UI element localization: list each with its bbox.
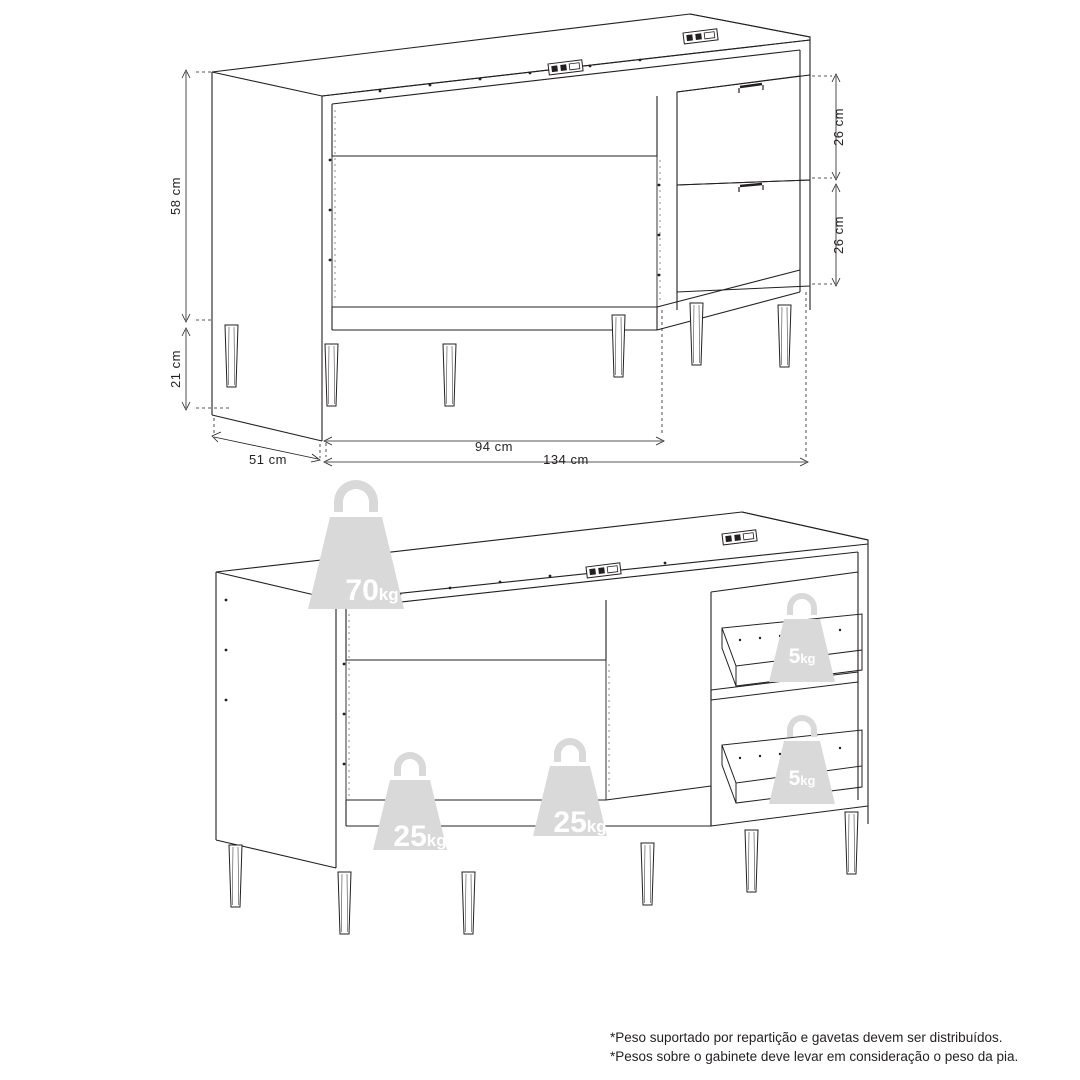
footnotes bbox=[610, 1028, 1070, 1066]
leg-mid-left bbox=[325, 344, 338, 406]
leg-front-left bbox=[225, 325, 238, 387]
weight-unit-25-right: kg bbox=[586, 817, 607, 836]
hinge-bottom-front bbox=[586, 563, 621, 578]
weight-value-5-bottom: 5 bbox=[788, 767, 801, 790]
leg-bottom-mid-right bbox=[641, 843, 654, 905]
hinge-bottom-rear bbox=[722, 530, 757, 545]
dim-width-total: 134 cm bbox=[543, 452, 589, 467]
dimensions-view bbox=[168, 14, 846, 467]
leg-mid-right bbox=[612, 315, 625, 377]
weight-icon-70kg bbox=[308, 480, 404, 609]
weight-value-5-top: 5 bbox=[788, 645, 801, 668]
cabinet-body-top bbox=[212, 14, 810, 441]
weight-unit-5-top: kg bbox=[800, 651, 816, 666]
weight-icon-25kg-right bbox=[533, 738, 607, 836]
weight-unit-25-left: kg bbox=[426, 831, 447, 850]
dim-height-total: 58 cm bbox=[168, 177, 183, 215]
dim-height-legs: 21 cm bbox=[168, 350, 183, 388]
weight-icon-5kg-bottom bbox=[769, 715, 835, 804]
weight-value-70: 70 bbox=[345, 574, 379, 607]
leg-far-right bbox=[778, 305, 791, 367]
leg-bottom-mid-center bbox=[462, 872, 475, 934]
dimension-lines bbox=[182, 70, 840, 466]
dim-width-inner: 94 cm bbox=[475, 439, 513, 454]
dim-drawer-top: 26 cm bbox=[831, 108, 846, 146]
leg-mid-center bbox=[443, 344, 456, 406]
leg-bottom-front-left bbox=[229, 845, 242, 907]
weight-icon-25kg-left bbox=[373, 752, 447, 850]
weight-unit-5-bottom: kg bbox=[800, 773, 816, 788]
weight-icon-5kg-top bbox=[769, 593, 835, 682]
leg-bottom-mid-left bbox=[338, 872, 351, 934]
footnote-line-1: *Peso suportado por repartição e gavetas devem ser distribuídos. bbox=[610, 1030, 1003, 1045]
load-view bbox=[216, 512, 868, 934]
hinge-top-front bbox=[548, 60, 583, 75]
weight-unit-70: kg bbox=[378, 585, 399, 604]
dim-depth: 51 cm bbox=[249, 452, 287, 467]
dim-drawer-bottom: 26 cm bbox=[831, 216, 846, 254]
leg-bottom-rear-right bbox=[745, 830, 758, 892]
footnote-line-2: *Pesos sobre o gabinete deve levar em consideração o peso da pia. bbox=[610, 1049, 1019, 1064]
hinge-top-rear bbox=[683, 29, 718, 44]
leg-rear-right bbox=[690, 303, 703, 365]
screw-holes-top bbox=[329, 59, 661, 277]
leg-bottom-far-right bbox=[845, 812, 858, 874]
weight-value-25-left: 25 bbox=[393, 820, 427, 853]
weight-value-25-right: 25 bbox=[553, 806, 587, 839]
